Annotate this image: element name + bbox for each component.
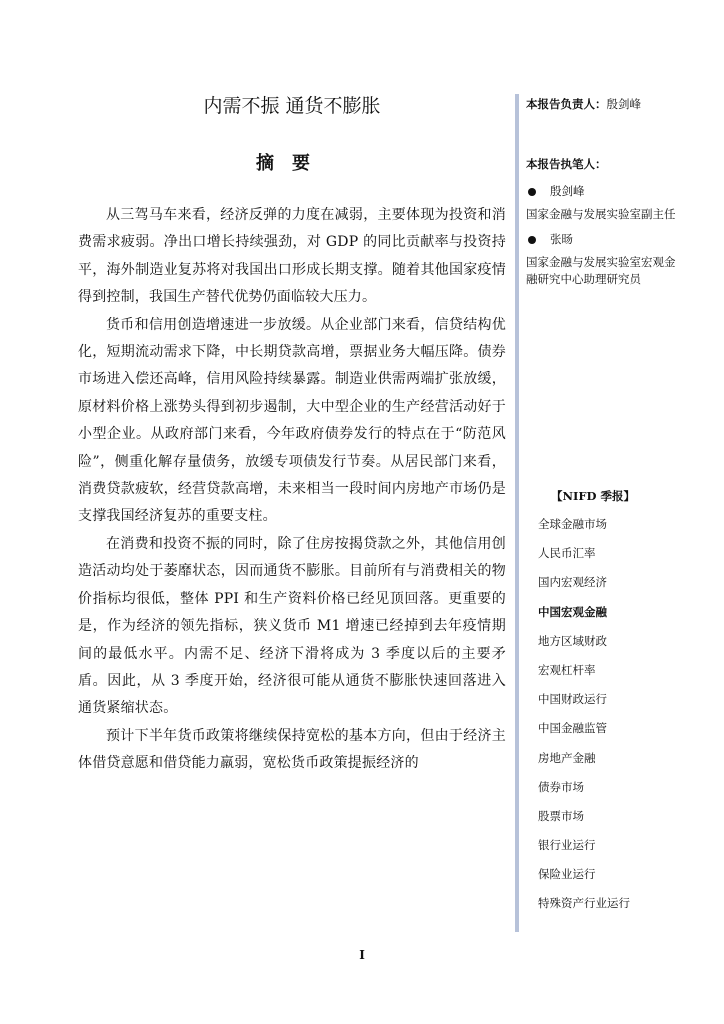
nifd-item[interactable]: 国内宏观经济 <box>538 575 607 590</box>
nifd-item[interactable]: 房地产金融 <box>538 750 596 765</box>
responsible-name: 殷剑峰 <box>606 97 641 111</box>
abstract-heading: 摘要 <box>256 153 328 174</box>
author-title: 国家金融与发展实验室宏观金融研究中心助理研究员 <box>526 255 676 286</box>
nifd-item[interactable]: 银行业运行 <box>538 838 596 853</box>
nifd-item[interactable]: 特殊资产行业运行 <box>538 896 630 911</box>
report-title: 内需不振 通货不膨胀 <box>203 95 381 117</box>
nifd-item[interactable]: 中国财政运行 <box>538 692 607 707</box>
author-title: 国家金融与发展实验室副主任 <box>526 207 676 221</box>
author-name: 张旸 <box>550 232 573 246</box>
abstract-paragraph: 从三驾马车来看，经济反弹的力度在减弱，主要体现为投资和消费需求疲弱。净出口增长持续强劲，对 GDP 的同比贡献率与投资持平，海外制造业复苏将对我国出口形成长期支撑。随着其他国家疫情得到控制，我国生产替代优势仍面临较大压力。 <box>78 207 506 306</box>
main-content <box>78 94 506 778</box>
responsible-label: 本报告负责人： <box>526 97 607 111</box>
bullet-icon <box>528 236 536 244</box>
responsible-line <box>526 96 676 113</box>
abstract-paragraph: 预计下半年货币政策将继续保持宽松的基本方向，但由于经济主体借贷意愿和借贷能力羸弱，宽松货币政策提振经济的 <box>78 727 506 772</box>
bullet-icon <box>528 188 536 196</box>
page-number: I <box>359 948 365 962</box>
nifd-series-list <box>526 488 676 919</box>
nifd-item[interactable]: 债券市场 <box>538 779 584 794</box>
writers-heading: 本报告执笔人： <box>526 157 607 171</box>
nifd-item[interactable]: 保险业运行 <box>538 867 596 882</box>
author-entry <box>526 231 676 248</box>
nifd-item-current[interactable]: 中国宏观金融 <box>538 604 607 619</box>
author-entry <box>526 183 676 200</box>
nifd-item[interactable]: 全球金融市场 <box>538 517 607 531</box>
nifd-heading: 【NIFD 季报】 <box>550 489 636 503</box>
nifd-item[interactable]: 股票市场 <box>538 808 584 823</box>
nifd-item[interactable]: 人民币汇率 <box>538 546 596 561</box>
nifd-item[interactable]: 地方区域财政 <box>538 633 607 648</box>
abstract-paragraph: 货币和信用创造增速进一步放缓。从企业部门来看，信贷结构优化，短期流动需求下降，中长期贷款高增，票据业务大幅压降。债券市场进入偿还高峰，信用风险持续暴露。制造业供需两端扩张放缓，原材料价格上涨势头得到初步遏制，大中型企业的生产经营活动好于小型企业。从政府部门来看，今年政府债券发行的特点在于“防范风险”，侧重化解存量债务，放缓专项债发行节奏。从居民部门来看，消费贷款疲软，经营贷款高增，未来相当一段时间内房地产市场仍是支撑我国经济复苏的重要支柱。 <box>78 316 506 525</box>
nifd-item[interactable]: 宏观杠杆率 <box>538 662 596 677</box>
sidebar-divider <box>515 94 519 932</box>
author-name: 殷剑峰 <box>550 184 585 198</box>
nifd-item[interactable]: 中国金融监管 <box>538 721 607 736</box>
abstract-paragraph: 在消费和投资不振的同时，除了住房按揭贷款之外，其他信用创造活动均处于萎靡状态，因而通货不膨胀。目前所有与消费相关的物价指标均很低，整体 PPI 和生产资料价格已经见顶回落。更重要的是，作为经济的领先指标，狭义货币 M1 增速已经掉到去年疫情期间的最低水平。内需不足、经济下滑将成为 3 季度以后的主要矛盾。因此，从 3 季度开始，经济很可能从通货不膨胀快速回落进入通货紧缩状态。 <box>78 535 506 717</box>
sidebar-authors <box>526 96 676 296</box>
